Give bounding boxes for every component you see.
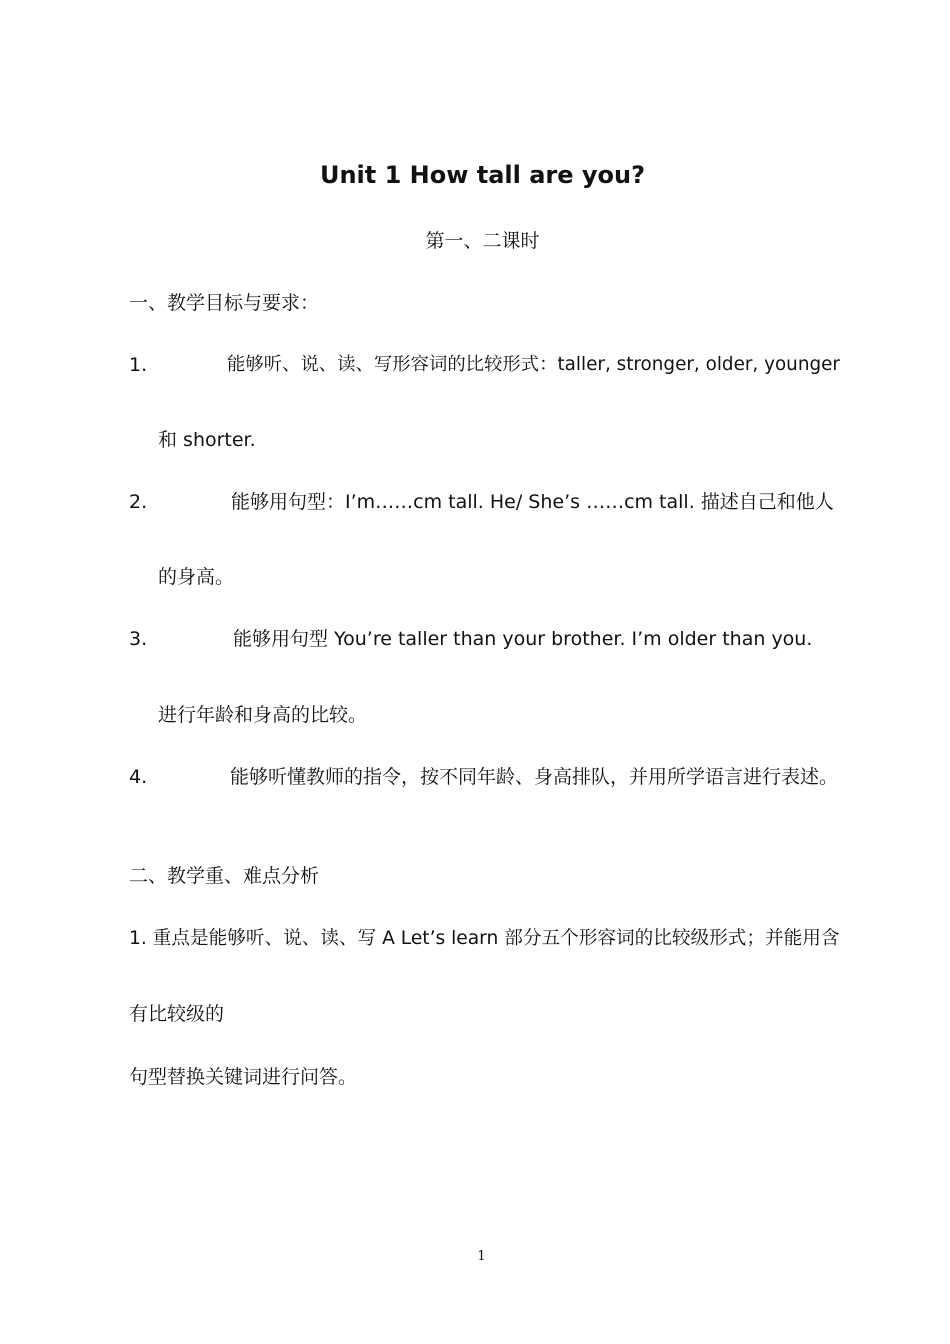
paragraph-line: 有比较级的: [129, 1003, 225, 1025]
list-item-continuation: 和 shorter.: [158, 429, 256, 451]
page-number: 1: [477, 1249, 486, 1264]
paragraph-line: 句型替换关键词进行问答。: [129, 1066, 358, 1088]
section-heading-key-points: 二、教学重、难点分析: [129, 865, 320, 887]
list-item-text: 能够听懂教师的指令，按不同年龄、身高排队，并用所学语言进行表述。: [230, 766, 839, 788]
document-title: Unit 1 How tall are you?: [319, 161, 646, 189]
paragraph-line: 1. 重点是能够听、说、读、写 A Let’s learn 部分五个形容词的比较级形式；并能用含: [129, 928, 840, 949]
list-item-number: 4.: [129, 766, 148, 788]
list-item-text: 能够用句型：I’m……cm tall. He/ She’s ……cm tall. 描述自己和他人: [231, 491, 834, 513]
list-item-text: 能够听、说、读、写形容词的比较形式：taller, stronger, older, younger: [227, 354, 840, 375]
list-item-number: 2.: [129, 491, 148, 513]
list-item-text: 能够用句型 You’re taller than your brother. I’m older than you.: [233, 628, 813, 650]
list-item-continuation: 进行年龄和身高的比较。: [158, 704, 368, 726]
lesson-period: 第一、二课时: [425, 230, 540, 252]
section-heading-objectives: 一、教学目标与要求：: [129, 292, 320, 314]
list-item-number: 3.: [129, 628, 148, 650]
list-item-number: 1.: [129, 354, 148, 376]
list-item-continuation: 的身高。: [158, 566, 235, 588]
